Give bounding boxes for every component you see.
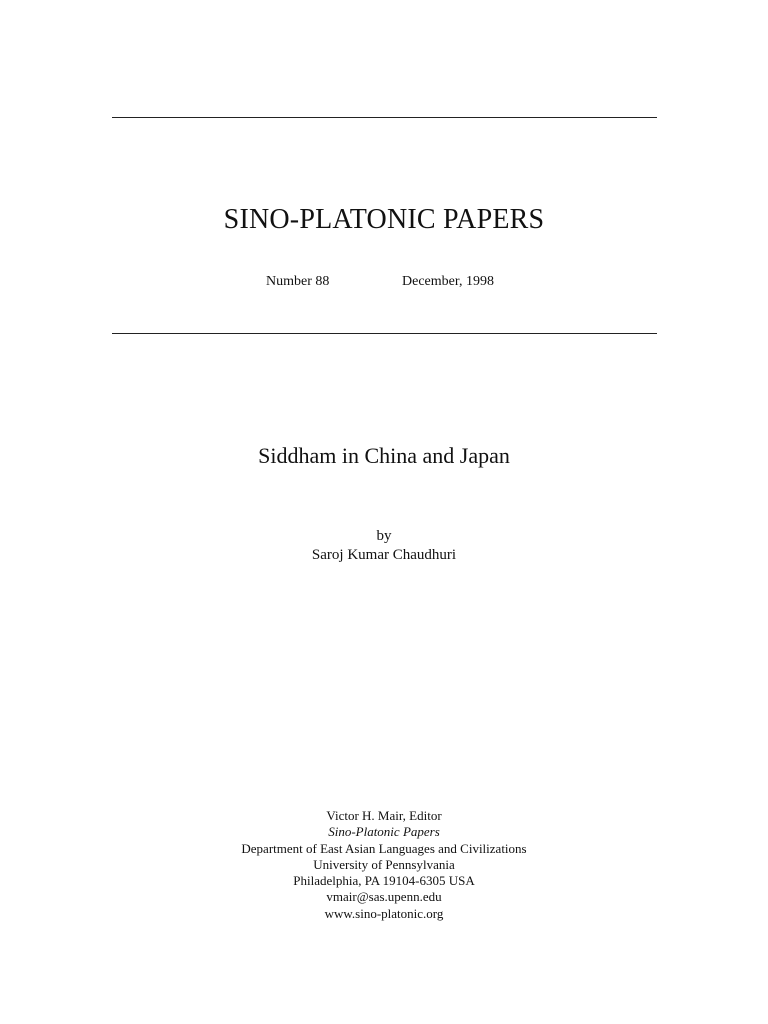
byline bbox=[0, 527, 768, 565]
email-line: vmair@sas.upenn.edu bbox=[326, 889, 442, 905]
top-divider bbox=[112, 117, 657, 118]
address-line: Philadelphia, PA 19104-6305 USA bbox=[293, 873, 475, 889]
bottom-divider bbox=[112, 333, 657, 334]
journal-name: Sino-Platonic Papers bbox=[328, 824, 440, 840]
author-name: Saroj Kumar Chaudhuri bbox=[311, 547, 457, 563]
university-line: University of Pennsylvania bbox=[313, 856, 455, 872]
editor-line: Victor H. Mair, Editor bbox=[326, 808, 442, 823]
by-label: by bbox=[376, 528, 392, 544]
paper-title: Siddham in China and Japan bbox=[258, 443, 510, 468]
series-title: SINO-PLATONIC PAPERS bbox=[223, 204, 545, 235]
issue-info bbox=[0, 274, 768, 294]
department-line: Department of East Asian Languages and Civilizations bbox=[241, 840, 527, 856]
issue-date: December, 1998 bbox=[402, 274, 494, 289]
issue-number: Number 88 bbox=[266, 274, 330, 289]
imprint bbox=[0, 808, 768, 922]
website-line: www.sino-platonic.org bbox=[324, 905, 444, 921]
